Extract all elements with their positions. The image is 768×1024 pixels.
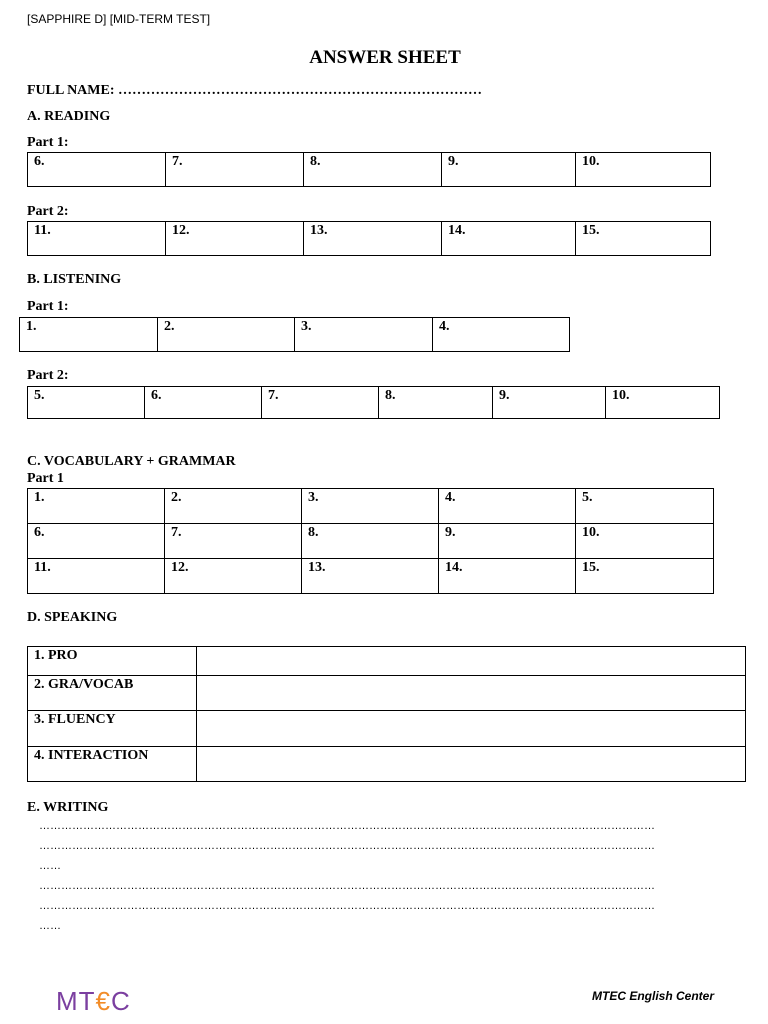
speaking-criterion: 3. FLUENCY [28, 711, 197, 747]
answer-cell[interactable]: 14. [439, 559, 576, 594]
answer-cell[interactable]: 3. [302, 489, 439, 524]
speaking-criterion: 1. PRO [28, 647, 197, 676]
answer-cell[interactable]: 8. [304, 153, 442, 187]
answer-cell[interactable]: 12. [165, 559, 302, 594]
answer-cell[interactable]: 8. [302, 524, 439, 559]
page-title: ANSWER SHEET [309, 47, 461, 68]
answer-cell[interactable]: 4. [439, 489, 576, 524]
answer-cell[interactable]: 9. [439, 524, 576, 559]
writing-line[interactable]: …………………………………………………………………………………………………………………………………………………… [39, 880, 655, 892]
answer-cell[interactable]: 7. [262, 387, 379, 419]
reading-part1-label: Part 1: [27, 135, 69, 150]
writing-line[interactable]: …………………………………………………………………………………………………………………………………………………… [39, 820, 655, 832]
listening-part1-label: Part 1: [27, 299, 69, 314]
answer-cell[interactable]: 9. [493, 387, 606, 419]
vocab-part-label: Part 1 [27, 471, 64, 486]
listening-part1-table [19, 317, 570, 352]
answer-cell[interactable]: 11. [28, 222, 166, 256]
center-name: MTEC English Center [592, 989, 715, 1003]
writing-line[interactable]: …………………………………………………………………………………………………………………………………………………… [39, 900, 655, 912]
listening-part2-table [27, 386, 720, 419]
vocab-table [27, 488, 714, 594]
answer-cell[interactable]: 9. [442, 153, 576, 187]
mtec-logo: MT€C [56, 986, 131, 1016]
answer-cell[interactable]: 1. [20, 318, 158, 352]
answer-cell[interactable]: 2. [165, 489, 302, 524]
reading-part1-table [27, 152, 711, 187]
answer-cell[interactable]: 7. [165, 524, 302, 559]
answer-cell[interactable]: 2. [158, 318, 295, 352]
reading-heading: A. READING [27, 109, 111, 124]
writing-line[interactable]: …… [39, 860, 61, 872]
full-name-field[interactable]: FULL NAME: …………………………………………………………………… [27, 83, 482, 98]
answer-cell[interactable]: 6. [28, 153, 166, 187]
writing-line[interactable]: …… [39, 920, 61, 932]
answer-cell[interactable]: 3. [295, 318, 433, 352]
answer-cell[interactable]: 10. [606, 387, 720, 419]
speaking-score-cell[interactable] [197, 647, 746, 676]
answer-cell[interactable]: 5. [576, 489, 714, 524]
speaking-heading: D. SPEAKING [27, 610, 118, 625]
vocab-heading: C. VOCABULARY + GRAMMAR [27, 454, 236, 469]
reading-part2-label: Part 2: [27, 204, 69, 219]
answer-cell[interactable]: 11. [28, 559, 165, 594]
answer-cell[interactable]: 13. [302, 559, 439, 594]
speaking-score-cell[interactable] [197, 747, 746, 782]
test-label: [SAPPHIRE D] [MID-TERM TEST] [27, 12, 211, 26]
writing-line[interactable]: …………………………………………………………………………………………………………………………………………………… [39, 840, 655, 852]
speaking-score-cell[interactable] [197, 676, 746, 711]
listening-part2-label: Part 2: [27, 368, 69, 383]
answer-cell[interactable]: 5. [28, 387, 145, 419]
listening-heading: B. LISTENING [27, 272, 122, 287]
answer-cell[interactable]: 15. [576, 559, 714, 594]
answer-cell[interactable]: 6. [28, 524, 165, 559]
answer-cell[interactable]: 4. [433, 318, 570, 352]
answer-cell[interactable]: 12. [166, 222, 304, 256]
answer-cell[interactable]: 1. [28, 489, 165, 524]
speaking-criterion: 4. INTERACTION [28, 747, 197, 782]
answer-cell[interactable]: 13. [304, 222, 442, 256]
answer-cell[interactable]: 6. [145, 387, 262, 419]
answer-cell[interactable]: 7. [166, 153, 304, 187]
answer-cell[interactable]: 10. [576, 524, 714, 559]
speaking-table [27, 646, 746, 782]
answer-cell[interactable]: 15. [576, 222, 711, 256]
speaking-criterion: 2. GRA/VOCAB [28, 676, 197, 711]
answer-cell[interactable]: 14. [442, 222, 576, 256]
answer-cell[interactable]: 10. [576, 153, 711, 187]
answer-cell[interactable]: 8. [379, 387, 493, 419]
writing-heading: E. WRITING [27, 800, 109, 815]
reading-part2-table [27, 221, 711, 256]
speaking-score-cell[interactable] [197, 711, 746, 747]
